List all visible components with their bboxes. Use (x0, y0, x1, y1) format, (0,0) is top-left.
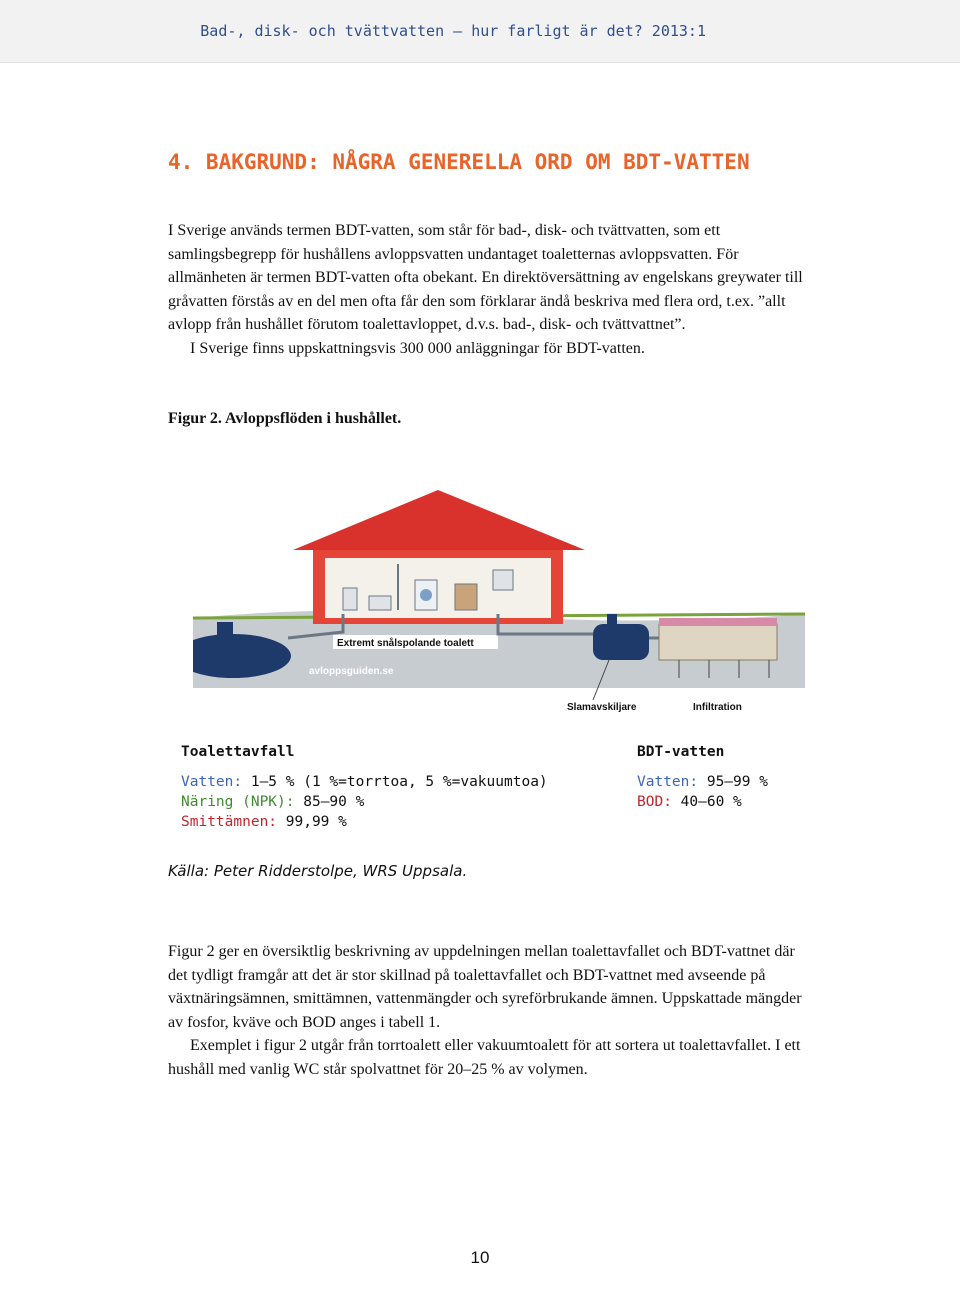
kitchen-cabinet-icon (455, 584, 477, 610)
row-label: BOD: (637, 794, 672, 810)
infiltration-bed (659, 624, 777, 660)
row-label: Vatten: (181, 774, 243, 790)
sewage-flow-figure (193, 488, 805, 718)
row-label: Näring (NPK): (181, 794, 295, 810)
header-title: Bad-, disk- och tvättvatten – hur farligt är det? 2013:1 (200, 22, 706, 40)
figure-caption: Figur 2. Avloppsflöden i hushållet. (168, 410, 402, 427)
toilet-label: Extremt snålspolande toalett (337, 638, 474, 649)
page-number: 10 (470, 1248, 490, 1267)
body-paragraph (168, 940, 808, 1081)
separator-label: Slamavskiljare (567, 702, 637, 713)
house-interior (325, 558, 551, 618)
intro-text: I Sverige används termen BDT-vatten, som står för bad-, disk- och tvättvatten, som ett samlingsbegrepp för hushållens avloppsvatten undantaget toaletternas avloppsvatten. För allmänheten är termen BDT-vatten ofta obekant. En direktöversättning av engelskans greywater till gråvatten förstås av en del men ofta får den som förklarar ändå beskriva med flera ord, t.ex. ”allt avlopp från hushållet förutom toalettavloppet, d.v.s. bad-, disk- och tvättvattnet”. (168, 222, 803, 333)
body-text-1: Figur 2 ger en översiktlig beskrivning av uppdelningen mellan toalettavfallet och BDT-vattnet där det tydligt framgår att det är stor skillnad på toalettavfallet och BDT-vattnet med avseende på växtnäringsämnen, smittämnen, vattenmängder och syreförbrukande ämnen. Uppskattade mängder av fosfor, kväve och BOD anges i tabell 1. (168, 943, 802, 1031)
toilet-icon (343, 588, 357, 610)
sludge-separator (593, 624, 649, 660)
row-value: 95–99 % (698, 774, 768, 790)
intro-count-line: I Sverige finns uppskattningsvis 300 000 anläggningar för BDT-vatten. (190, 339, 645, 357)
toilet-row-nutrients (181, 792, 548, 812)
row-label: Vatten: (637, 774, 699, 790)
intro-paragraph (168, 219, 808, 360)
page-header (0, 0, 960, 63)
separator-riser (607, 614, 617, 626)
row-value: 85–90 % (294, 794, 365, 810)
toilet-row-pathogens (181, 812, 548, 832)
figure-source: Källa: Peter Ridderstolpe, WRS Uppsala. (168, 862, 468, 880)
greywater-row-bod (637, 792, 768, 812)
row-value: 40–60 % (671, 794, 742, 810)
section-heading: 4. BAKGRUND: NÅGRA GENERELLA ORD OM BDT-VATTEN (168, 150, 750, 174)
toilet-waste-title: Toalettavfall (181, 744, 295, 760)
kitchen-sink-icon (493, 570, 513, 590)
body-text-2: Exemplet i figur 2 utgår från torrtoalett eller vakuumtoalett för att sortera ut toalettavfallet. I ett hushåll med vanlig WC står spolvattnet för 20–25 % av volymen. (168, 1037, 801, 1078)
toilet-row-water (181, 772, 548, 792)
watermark: avloppsguiden.se (309, 666, 394, 677)
greywater-column (637, 742, 768, 812)
sink-icon (369, 596, 391, 610)
row-value: 99,99 % (277, 814, 347, 830)
infiltration-plants (659, 618, 777, 626)
house-roof (293, 490, 585, 550)
toilet-tank-riser (217, 622, 233, 648)
row-value: 1–5 % (1 %=torrtoa, 5 %=vakuumtoa) (242, 774, 548, 790)
row-label: Smittämnen: (181, 814, 278, 830)
washing-machine-door (420, 589, 432, 601)
toilet-waste-column (181, 742, 548, 832)
infiltration-label: Infiltration (693, 702, 742, 713)
greywater-title: BDT-vatten (637, 744, 725, 760)
greywater-row-water (637, 772, 768, 792)
